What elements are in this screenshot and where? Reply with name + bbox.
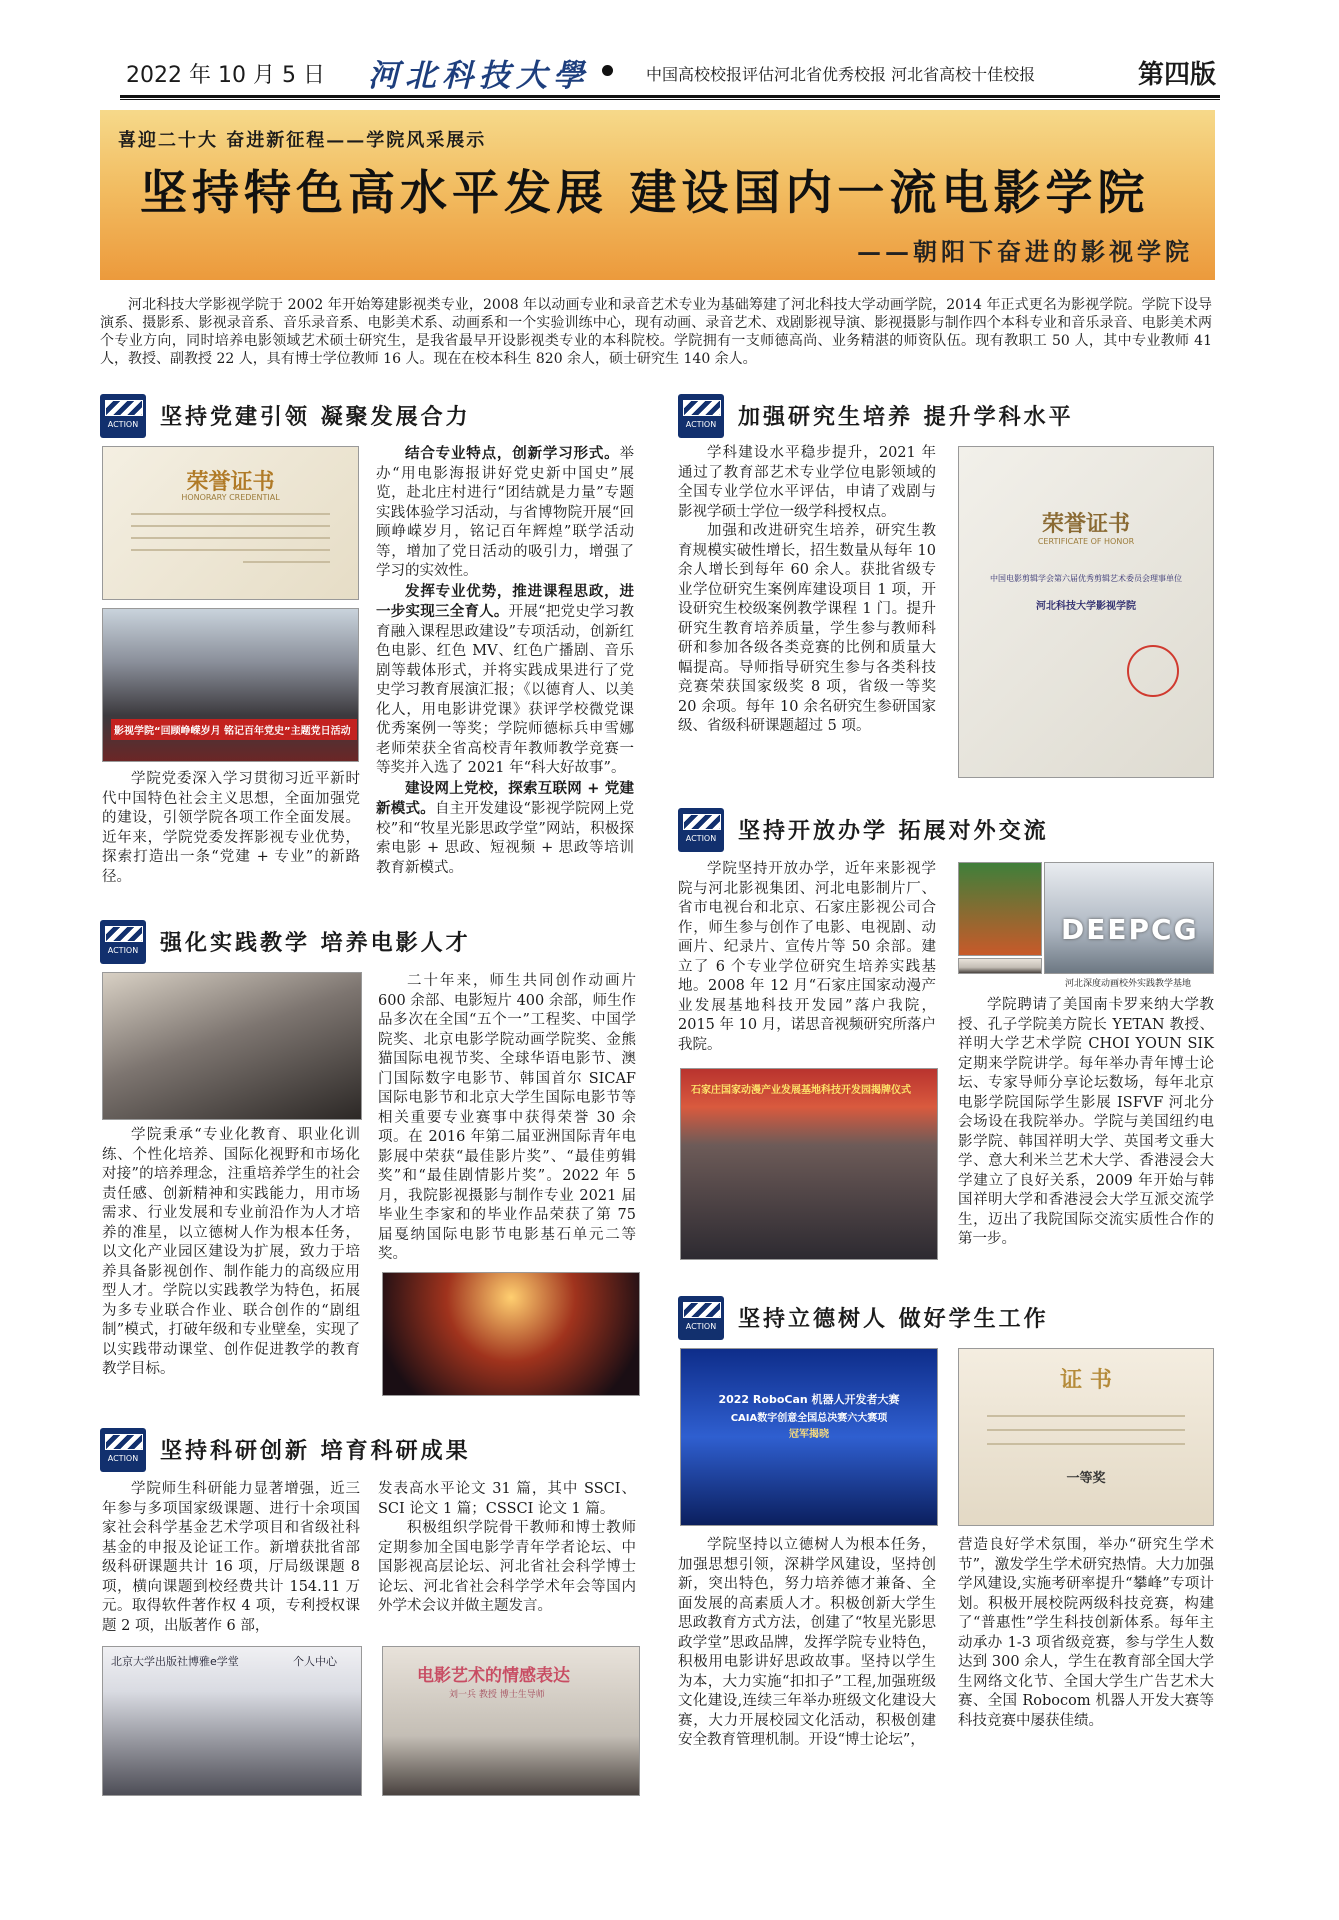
lecture-slide-sub: 刘一兵 教授 博士生导师 (449, 1690, 545, 1700)
animation-poster-photo (958, 862, 1042, 956)
hall-banner-text: 石家庄国家动漫产业发展基地科技开发园揭牌仪式 (691, 1085, 911, 1096)
graduate-text: 学科建设水平稳步提升，2021 年通过了教育部艺术专业学位电影领域的全国专业学位水平评估，申请了戏剧与影视学硕士学位一级学科授权点。 加强和改进研究生培养，研究生教育规模实破性增长，招生数量从每年 10 余人增长到每年 60 余人。获批省级专业学位研究生案例库建设项目 1 项，开设研究生校级案例教学课程 1 门。提升研究生教育培养质量，学生参与教师科研和参加各级各类竞赛的比例和质量大幅提高。导师指导研究生参与各类科技竞赛荣获国家级奖 8 项，省级一等奖 20 余项。每年 10 余名研究生参研国家级、省级科研课题超过 5 项。 (678, 445, 936, 734)
certificate-grade: 一等奖 (1066, 1471, 1106, 1486)
party-text-left: 学院党委深入学习贯彻习近平新时代中国特色社会主义思想，全面加强党的建设，引领学院各项工作全面发展。近年来，学院党委发挥影视专业优势，探索打造出一条“党建 + 专业”的新路径。 (102, 771, 360, 885)
section-title: 加强研究生培养 提升学科水平 (738, 404, 1074, 430)
certificate-title: 荣誉证书 (1041, 511, 1130, 537)
masthead-slogan: 中国高校校报评估河北省优秀校报 河北省高校十佳校报 (646, 65, 1036, 84)
award-ceremony-photo (382, 1272, 640, 1396)
honor-certificate-photo (102, 446, 359, 600)
banner-kicker: 喜迎二十大 奋进新征程——学院风采展示 (118, 130, 487, 151)
masthead-rule (120, 95, 1220, 98)
masthead (120, 48, 1220, 94)
online-lecture-screenshot (102, 1646, 362, 1796)
section-heading-open (678, 808, 1198, 848)
action-clapper-icon: ACTION (678, 394, 724, 438)
stage-screen-title: 2022 RoboCan 机器人开发者大赛 (718, 1393, 900, 1406)
action-clapper-icon: ACTION (100, 1428, 146, 1472)
deepcg-sign: DEEPCG (1061, 913, 1199, 946)
action-clapper-icon: ACTION (678, 1296, 724, 1340)
certificate-org: 中国电影剪辑学会第六届优秀剪辑艺术委员会理事单位 (990, 574, 1182, 583)
issue-date: 2022 年 10 月 5 日 (126, 63, 325, 88)
banner-subhead: ——朝阳下奋进的影视学院 (857, 237, 1193, 266)
moral-text-right: 营造良好学术氛围，举办“研究生学术节”，激发学生学术研究热情。大力加强学风建设,实施考研率提升“攀峰”专项计划。积极开展校院两级科技竞赛，构建了“普惠性”学生科技创新体系。每年主动承办 1-3 项省级竞赛，参与学生人数达到 300 余人，学生在教育部全国大学生网络文化节、全国大学生广告艺术大赛、全国 Robocom 机器人开发大赛等科技竞赛中屡获佳绩。 (958, 1537, 1214, 1729)
open-text-right: 学院聘请了美国南卡罗来纳大学教授、孔子学院美方院长 YETAN 教授、祥明大学艺术学院 CHOI YOUN SIK 定期来学院讲学。每年举办青年博士论坛、专家导师分享论坛数场，每年北京电影学院国际学生影展 ISFVF 河北分会场设在我院举办。学院与美国纽约电影学院、韩国祥明大学、英国考文垂大学、意大利米兰艺术大学、香港浸会大学建立了良好关系，2009 年开始与韩国祥明大学和香港浸会大学互派交流学生，迈出了我院国际交流实质性合作的第一步。 (958, 997, 1214, 1247)
lecture-photo (382, 1646, 640, 1796)
party-text-right: 结合专业特点，创新学习形式。举办“用电影海报讲好党史新中国史”展览，赴北庄村进行“团结就是力量”专题实践体验学习活动，与省博物院开展“回顾峥嵘岁月，铭记百年辉煌”联学活动等，增加了党日活动的吸引力，增强了学习的实效性。 发挥专业优势，推进课程思政，进一步实现三全育人。开展“把党史学习教育融入课程思政建设”专项活动，创新红色电影、红色 MV、红色广播剧、音乐剧等载体形式，并将实践成果进行了党史学习教育展演汇报；《以德育人、以美化人，用电影讲党课》获评学校微党课优秀案例一等奖；学院师德标兵申雪娜老师荣获全省高校青年教师教学竞赛一等奖并入选了 2021 年“科大好故事”。 建设网上党校，探索互联网 + 党建新模式。自主开发建设“影视学院网上党校”和“牧星光影思政学堂”网站，积极探索电影 + 思政、短视频 + 思政等培训教育新模式。 (376, 445, 635, 876)
feature-banner (100, 110, 1215, 280)
action-clapper-icon: ACTION (678, 808, 724, 852)
party-day-group-photo (102, 608, 359, 762)
photo-banner-text: 影视学院“回顾峥嵘岁月 铭记百年党史”主题党日活动 (111, 719, 357, 740)
practice-text-right: 二十年来，师生共同创作动画片 600 余部、电影短片 400 余部，师生作品多次在全国“五个一”工程奖、中国学院奖、北京电影学院动画学院奖、金熊猫国际电视节奖、全球华语电影节、澳门国际数字电影节、韩国首尔 SICAF 国际电影节和北京大学生国际电影节等相关重要专业赛事中获得荣誉 30 余项。在 2016 年第二届亚洲国际青年电影展中荣获“最佳影片奖”、“最佳剪辑奖”和“最佳剧情影片奖”。2022 年 5 月，我院影视摄影与制作专业 2021 届毕业生李家和的毕业作品荣获了第 75 届戛纳国际电影节电影基石单元二等奖。 (378, 973, 636, 1262)
certificate-recipient: 河北科技大学影视学院 (1036, 601, 1136, 612)
section-title: 坚持立德树人 做好学生工作 (738, 1306, 1049, 1332)
newspaper-logo: 河北科技大學 (368, 58, 590, 94)
research-text-right: 发表高水平论文 31 篇，其中 SSCI、SCI 论文 1 篇；CSSCI 论文 1 篇。 积极组织学院骨干教师和博士教师定期参加全国电影学青年学者论坛、中国影视高层论坛、河北省社会科学博士论坛、河北省社会科学学术年会等国内外学术会议并做主题发言。 (378, 1481, 636, 1614)
practice-text-left: 学院秉承“专业化教育、职业化训练、个性化培养、国际化视野和市场化对接”的培养理念，注重培养学生的社会责任感、创新精神和实践能力，用市场需求、行业发展和专业前沿作为人才培养的准星，以立德树人作为根本任务，以文化产业园区建设为扩展，致力于培养具备影视创作、制作能力的高级应用型人才。学院以实践教学为特色，拓展为多专业联合作业、联合创作的“剧组制”模式，打破年级和专业壁垒，实现了以实践带动课堂、创作促进教学的教育教学目标。 (102, 1127, 360, 1377)
action-clapper-icon: ACTION (100, 920, 146, 964)
certificate-subtitle: HONORARY CREDENTIAL (181, 493, 280, 502)
studio-shooting-photo (102, 972, 362, 1120)
moral-text-left: 学院坚持以立德树人为根本任务，加强思想引领，深耕学风建设，坚持创新，突出特色，努力培养德才兼备、全面发展的高素质人才。积极创新大学生思政教育方式方法，创建了“牧星光影思政学堂”思政品牌，发挥学院专业特色，积极用电影讲好思政故事。坚持以学生为本，大力实施“扣扣子”工程,加强班级文化建设,连续三年举办班级文化建设大赛，大力开展校园文化活动，积极创建安全教育管理机制。开设“博士论坛”， (678, 1537, 936, 1748)
section-title: 坚持开放办学 拓展对外交流 (738, 818, 1049, 844)
banner-headline: 坚持特色高水平发展 建设国内一流电影学院 (140, 166, 1150, 221)
action-clapper-icon: ACTION (100, 394, 146, 438)
stage-screen-sub2: 冠军揭晓 (789, 1429, 829, 1440)
section-title: 坚持科研创新 培育科研成果 (160, 1438, 471, 1464)
bullet-dot-icon (602, 65, 613, 76)
small-photo-strip (958, 958, 1042, 974)
deepcg-base-photo (1044, 862, 1214, 974)
certificate-subtitle: CERTIFICATE OF HONOR (1037, 537, 1135, 546)
section-heading-graduate (678, 394, 1198, 434)
intro-paragraph (100, 296, 1212, 368)
intro-text: 河北科技大学影视学院于 2002 年开始筹建影视类专业，2008 年以动画专业和录音艺术专业为基础筹建了河北科技大学动画学院，2014 年正式更名为影视学院。学院下设导演系、摄影系、影视录音系、音乐录音系、电影美术系、动画系和一个实验训练中心，现有动画、录音艺术、戏剧影视导演、影视摄影与制作四个本科专业和音乐录音、电影美术两个专业方向，同时培养电影领域艺术硕士研究生，是我省最早开设影视类专业的本科院校。学院拥有一支师德高尚、业务精湛的师资队伍。现有教职工 50 人，其中专业教师 41 人，教授、副教授 22 人，具有博士学位教师 16 人。现在在校本科生 820 余人，硕士研究生 140 余人。 (100, 297, 1212, 367)
online-platform-label: 北京大学出版社博雅e学堂 (111, 1655, 239, 1668)
red-seal-icon (1127, 645, 1179, 697)
certificate-title: 证 书 (1060, 1367, 1112, 1393)
research-text-left: 学院师生科研能力显著增强，近三年参与多项国家级课题、进行十余项国家社会科学基金艺术学项目和省级社科基金的申报及论证工作。新增获批省部级科研课题共计 16 项，厅局级课题 8 项，横向课题到校经费共计 154.11 万元。取得软件著作权 4 项，专利授权课题 2 项，出版著作 6 部， (102, 1481, 360, 1634)
section-title: 坚持党建引领 凝聚发展合力 (160, 404, 471, 430)
certificate-title: 荣誉证书 (186, 469, 275, 495)
section-heading-party (100, 394, 600, 434)
graduate-honor-certificate (958, 446, 1214, 778)
online-platform-sub: 个人中心 (293, 1655, 337, 1668)
lecture-slide-title: 电影艺术的情感表达 (417, 1666, 570, 1686)
edition-label: 第四版 (1137, 60, 1216, 90)
masthead-rule-thin (120, 99, 1220, 100)
robocan-competition-photo (680, 1348, 938, 1526)
deepcg-caption: 河北深度动画校外实践教学基地 (1064, 979, 1191, 989)
first-prize-certificate (958, 1348, 1214, 1526)
open-text-left: 学院坚持开放办学，近年来影视学院与河北影视集团、河北电影制片厂、省市电视台和北京、石家庄影视公司合作，师生参与创作了电影、电视剧、动画片、纪录片、宣传片等 50 余部。建立了 6 个专业学位研究生培养实践基地。2008 年 12 月“石家庄国家动漫产业发展基地科技开发园”落户我院，2015 年 10 月，诺思音视频研究所落户我院。 (678, 861, 936, 1053)
section-heading-moral (678, 1296, 1198, 1336)
stage-screen-sub: CAIA数字创意全国总决赛六大赛项 (730, 1413, 888, 1424)
park-unveiling-photo (680, 1068, 938, 1260)
section-heading-research (100, 1428, 600, 1468)
section-heading-practice (100, 920, 600, 960)
section-title: 强化实践教学 培养电影人才 (160, 930, 471, 956)
